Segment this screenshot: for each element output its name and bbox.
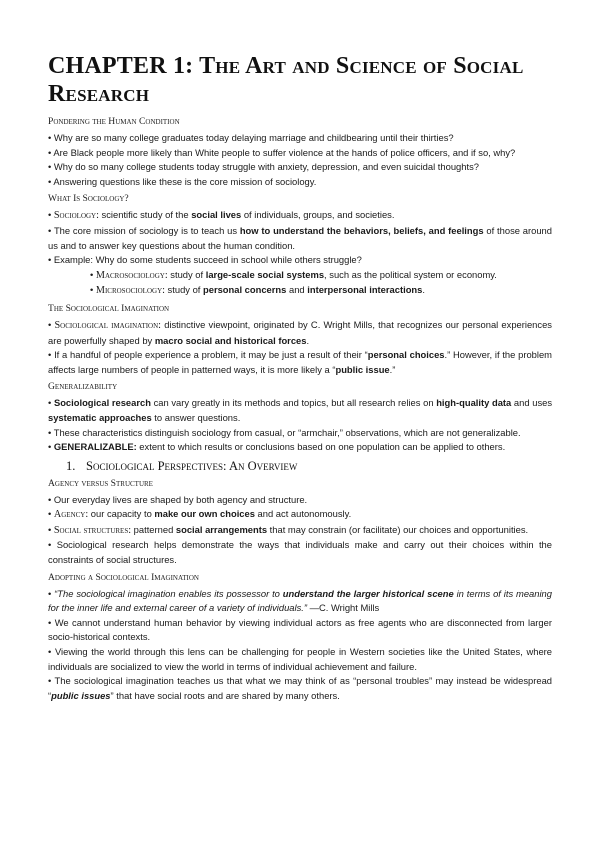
term-label: Sociological imagination: [54,319,161,331]
bullet-item: • We cannot understand human behavior by viewing individual actors as free agents who are disconnected from larger socio-historical contexts. [48,616,552,643]
bullet-item: • Answering questions like these is the core mission of sociology. [48,175,317,187]
bullet-item: • Why are so many college graduates today delaying marriage and childbearing until their thirties? [48,132,454,143]
subsection-title: 1. Sociological Perspectives: An Overview [66,458,298,473]
bullet-item: • The sociological imagination teaches us that what we may think of as “personal troubles” may instead be widespread “public issues” that have social roots and are shared by many others. [48,675,552,701]
bullet-item: • These characteristics distinguish sociology from casual, or “armchair,” observations, which are not generalizable. [48,426,521,438]
term-label: Macrosociology: [95,269,168,281]
section-heading-what-is-sociology: What Is Sociology? [48,193,129,205]
bullet-item: • Example: Why do some students succeed in school while others struggle? [48,254,362,266]
chapter-title: CHAPTER 1: The Art and Science of Social Research [48,53,524,107]
bullet-item: • Social structures: patterned social arrangements that may constrain (or facilitate) our choices and opportunities. [48,523,529,536]
term-label: Agency: [53,509,89,521]
bullet-item: • Why do so many college students today struggle with anxiety, depression, and even suicidal thoughts? [48,161,479,173]
bullet-item: • “The sociological imagination enables its possessor to understand the larger historical scene in terms of its meaning for the inner life and external career of a variety of individuals.” —C. Wright Mills [48,587,552,614]
section-heading-agency-structure: Agency versus Structure [48,477,153,489]
subsection-number: 1. [66,458,76,473]
bullet-item: • Sociological research can vary greatly in its methods and topics, but all research relies on high-quality data and uses systematic approaches to answer questions. [48,397,553,423]
term-label: Social structures: [53,524,132,536]
section-heading-generalizability: Generalizability [48,381,118,393]
section-heading-human-condition: Pondering the Human Condition [48,116,180,127]
bullet-item: • Sociological imagination: distinctive viewpoint, originated by C. Wright Mills, that recognizes our personal experiences are powerfully shaped by macro social and historical forces. [48,318,552,346]
bullet-item: • Are Black people more likely than White people to suffer violence at the hands of police officers, and if so, why? [48,146,516,158]
bullet-item: • GENERALIZABLE: extent to which results or conclusions based on one population can be applied to others. [48,441,506,453]
bullet-item: • Our everyday lives are shaped by both agency and structure. [48,493,308,505]
bullet-item: • If a handful of people experience a problem, it may be just a result of their “personal choices.” However, if the problem affects large numbers of people in patterned ways, it is more likely a “public issue.” [48,349,552,375]
term-label: Microsociology: [95,285,165,297]
bullet-item: • The core mission of sociology is to teach us how to understand the behaviors, beliefs, and feelings of those around us and to answer key questions about the human condition. [48,224,552,251]
bullet-item: • Sociology: scientific study of the social lives of individuals, groups, and societies. [48,209,395,222]
section-heading-sociological-imagination: The Sociological Imagination [48,302,170,314]
bullet-item: • Agency: our capacity to make our own choices and act autonomously. [48,508,352,521]
bullet-item: • Viewing the world through this lens can be challenging for people in Western societies like the United States, where individuals are socialized to view the world in terms of individual achievement and failure. [48,646,553,672]
sub-bullet-item: • Microsociology: study of personal concerns and interpersonal interactions. [90,284,425,297]
term-label: Sociology: [53,210,99,222]
section-heading-adopting-imagination: Adopting a Sociological Imagination [48,571,199,583]
document-page [48,52,552,703]
sub-bullet-item: • Macrosociology: study of large-scale social systems, such as the political system or economy. [90,268,497,281]
bullet-item: • Sociological research helps demonstrate the ways that individuals make and carry out their choices within the constraints of social structures. [48,539,552,566]
